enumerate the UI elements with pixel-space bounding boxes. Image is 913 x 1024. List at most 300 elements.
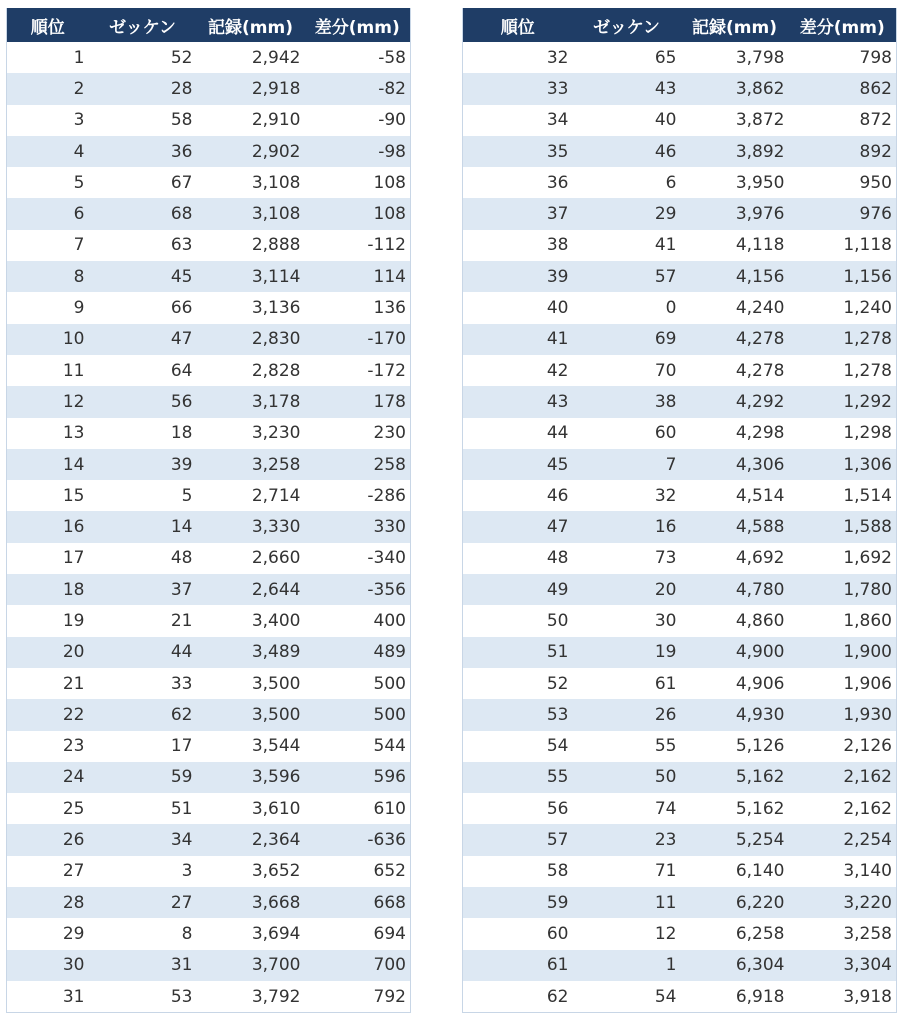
table-row — [7, 637, 411, 668]
difference-cell: 3,304 — [789, 950, 897, 981]
rank-cell: 12 — [7, 386, 89, 417]
table-row — [7, 605, 411, 636]
difference-cell: 892 — [789, 136, 897, 167]
difference-cell: -90 — [305, 105, 411, 136]
rank-cell: 33 — [463, 73, 573, 104]
difference-cell: 2,162 — [789, 762, 897, 793]
table-row — [463, 355, 897, 386]
bib-number-cell: 65 — [573, 42, 681, 73]
record-cell: 2,918 — [197, 73, 305, 104]
difference-cell: 230 — [305, 418, 411, 449]
rank-cell: 56 — [463, 793, 573, 824]
record-cell: 3,792 — [197, 981, 305, 1013]
bib-number-cell: 56 — [89, 386, 197, 417]
difference-cell: 1,292 — [789, 386, 897, 417]
bib-number-cell: 20 — [573, 574, 681, 605]
rank-cell: 9 — [7, 292, 89, 323]
record-cell: 4,906 — [681, 668, 789, 699]
record-cell: 3,694 — [197, 918, 305, 949]
rank-cell: 27 — [7, 856, 89, 887]
rank-cell: 40 — [463, 292, 573, 323]
table-row — [463, 824, 897, 855]
rank-cell: 48 — [463, 543, 573, 574]
record-cell: 2,830 — [197, 324, 305, 355]
table-row — [7, 668, 411, 699]
bib-number-cell: 69 — [573, 324, 681, 355]
record-cell: 3,950 — [681, 167, 789, 198]
rank-cell: 24 — [7, 762, 89, 793]
bib-number-cell: 7 — [573, 449, 681, 480]
table-row — [7, 699, 411, 730]
bib-number-cell: 37 — [89, 574, 197, 605]
rank-cell: 58 — [463, 856, 573, 887]
difference-cell: -82 — [305, 73, 411, 104]
table-row — [7, 731, 411, 762]
bib-number-cell: 58 — [89, 105, 197, 136]
difference-cell: 489 — [305, 637, 411, 668]
rank-cell: 11 — [7, 355, 89, 386]
table-row — [463, 981, 897, 1013]
record-cell: 6,918 — [681, 981, 789, 1013]
bib-number-cell: 63 — [89, 230, 197, 261]
rank-cell: 5 — [7, 167, 89, 198]
table-row — [7, 42, 411, 73]
rank-cell: 20 — [7, 637, 89, 668]
rank-cell: 4 — [7, 136, 89, 167]
difference-cell: -98 — [305, 136, 411, 167]
difference-cell: -340 — [305, 543, 411, 574]
difference-cell: -172 — [305, 355, 411, 386]
bib-number-cell: 50 — [573, 762, 681, 793]
record-cell: 3,544 — [197, 731, 305, 762]
difference-cell: 330 — [305, 511, 411, 542]
record-cell: 3,892 — [681, 136, 789, 167]
bib-number-cell: 53 — [89, 981, 197, 1013]
record-cell: 3,668 — [197, 887, 305, 918]
record-cell: 3,230 — [197, 418, 305, 449]
table-row — [463, 292, 897, 323]
rank-cell: 6 — [7, 198, 89, 229]
bib-number-cell: 39 — [89, 449, 197, 480]
table-row — [7, 449, 411, 480]
rank-cell: 28 — [7, 887, 89, 918]
difference-cell: 694 — [305, 918, 411, 949]
bib-number-cell: 8 — [89, 918, 197, 949]
difference-cell: 792 — [305, 981, 411, 1013]
difference-cell: 3,220 — [789, 887, 897, 918]
record-cell: 4,278 — [681, 355, 789, 386]
difference-cell: 108 — [305, 167, 411, 198]
rank-cell: 3 — [7, 105, 89, 136]
rank-cell: 25 — [7, 793, 89, 824]
rank-cell: 47 — [463, 511, 573, 542]
table-row — [463, 574, 897, 605]
header-row — [463, 8, 897, 42]
difference-cell: 798 — [789, 42, 897, 73]
table-row — [7, 198, 411, 229]
record-cell: 4,692 — [681, 543, 789, 574]
record-cell: 2,660 — [197, 543, 305, 574]
difference-cell: 400 — [305, 605, 411, 636]
record-cell: 5,254 — [681, 824, 789, 855]
difference-cell: 862 — [789, 73, 897, 104]
table-row — [463, 449, 897, 480]
difference-cell: 1,156 — [789, 261, 897, 292]
difference-cell: 1,278 — [789, 355, 897, 386]
table-row — [7, 793, 411, 824]
difference-cell: 544 — [305, 731, 411, 762]
bib-number-cell: 70 — [573, 355, 681, 386]
bib-number-cell: 61 — [573, 668, 681, 699]
table-row — [7, 887, 411, 918]
record-cell: 4,240 — [681, 292, 789, 323]
record-cell: 3,108 — [197, 198, 305, 229]
difference-cell: -112 — [305, 230, 411, 261]
table-row — [7, 574, 411, 605]
table-row — [463, 637, 897, 668]
table-body — [463, 42, 897, 1013]
bib-number-cell: 44 — [89, 637, 197, 668]
difference-cell: 1,900 — [789, 637, 897, 668]
bib-number-cell: 21 — [89, 605, 197, 636]
difference-cell: 1,692 — [789, 543, 897, 574]
rank-cell: 34 — [463, 105, 573, 136]
table-row — [463, 73, 897, 104]
record-cell: 2,902 — [197, 136, 305, 167]
rank-cell: 37 — [463, 198, 573, 229]
bib-number-cell: 31 — [89, 950, 197, 981]
rank-cell: 21 — [7, 668, 89, 699]
table-row — [463, 386, 897, 417]
rank-cell: 54 — [463, 731, 573, 762]
rank-cell: 18 — [7, 574, 89, 605]
table-row — [463, 762, 897, 793]
bib-number-cell: 66 — [89, 292, 197, 323]
table-row — [463, 42, 897, 73]
record-cell: 4,588 — [681, 511, 789, 542]
record-cell: 3,862 — [681, 73, 789, 104]
rank-cell: 55 — [463, 762, 573, 793]
difference-cell: 2,162 — [789, 793, 897, 824]
rank-cell: 61 — [463, 950, 573, 981]
difference-cell: -170 — [305, 324, 411, 355]
header-rank: 順位 — [463, 8, 573, 42]
table-row — [7, 136, 411, 167]
rank-cell: 44 — [463, 418, 573, 449]
record-cell: 3,652 — [197, 856, 305, 887]
rank-cell: 29 — [7, 918, 89, 949]
difference-cell: 114 — [305, 261, 411, 292]
table-row — [463, 918, 897, 949]
table-row — [463, 731, 897, 762]
record-cell: 2,942 — [197, 42, 305, 73]
record-cell: 4,292 — [681, 386, 789, 417]
difference-cell: 596 — [305, 762, 411, 793]
table-row — [7, 105, 411, 136]
difference-cell: 700 — [305, 950, 411, 981]
difference-cell: -356 — [305, 574, 411, 605]
bib-number-cell: 41 — [573, 230, 681, 261]
record-cell: 3,114 — [197, 261, 305, 292]
record-cell: 4,278 — [681, 324, 789, 355]
record-cell: 3,400 — [197, 605, 305, 636]
rank-cell: 15 — [7, 480, 89, 511]
rank-cell: 53 — [463, 699, 573, 730]
difference-cell: 3,258 — [789, 918, 897, 949]
table-row — [7, 981, 411, 1013]
difference-cell: 1,906 — [789, 668, 897, 699]
table-row — [463, 543, 897, 574]
table-row — [7, 261, 411, 292]
bib-number-cell: 5 — [89, 480, 197, 511]
bib-number-cell: 3 — [89, 856, 197, 887]
difference-cell: 178 — [305, 386, 411, 417]
bib-number-cell: 57 — [573, 261, 681, 292]
bib-number-cell: 48 — [89, 543, 197, 574]
record-cell: 3,136 — [197, 292, 305, 323]
header-difference: 差分(mm) — [305, 8, 411, 42]
record-cell: 4,298 — [681, 418, 789, 449]
rank-cell: 16 — [7, 511, 89, 542]
bib-number-cell: 28 — [89, 73, 197, 104]
record-cell: 4,780 — [681, 574, 789, 605]
bib-number-cell: 33 — [89, 668, 197, 699]
table-row — [463, 198, 897, 229]
record-cell: 2,714 — [197, 480, 305, 511]
rank-cell: 49 — [463, 574, 573, 605]
record-cell: 4,156 — [681, 261, 789, 292]
rank-cell: 30 — [7, 950, 89, 981]
table-row — [7, 292, 411, 323]
bib-number-cell: 38 — [573, 386, 681, 417]
record-cell: 3,976 — [681, 198, 789, 229]
difference-cell: 1,298 — [789, 418, 897, 449]
record-cell: 2,828 — [197, 355, 305, 386]
record-cell: 5,162 — [681, 762, 789, 793]
difference-cell: 1,930 — [789, 699, 897, 730]
rank-cell: 38 — [463, 230, 573, 261]
header-row — [7, 8, 411, 42]
rank-cell: 32 — [463, 42, 573, 73]
rank-cell: 10 — [7, 324, 89, 355]
record-cell: 5,162 — [681, 793, 789, 824]
bib-number-cell: 12 — [573, 918, 681, 949]
record-cell: 3,108 — [197, 167, 305, 198]
rank-cell: 41 — [463, 324, 573, 355]
record-cell: 2,644 — [197, 574, 305, 605]
difference-cell: 1,278 — [789, 324, 897, 355]
bib-number-cell: 62 — [89, 699, 197, 730]
record-cell: 3,500 — [197, 668, 305, 699]
record-cell: 5,126 — [681, 731, 789, 762]
table-row — [463, 793, 897, 824]
difference-cell: 2,126 — [789, 731, 897, 762]
bib-number-cell: 40 — [573, 105, 681, 136]
rank-cell: 26 — [7, 824, 89, 855]
rank-cell: 7 — [7, 230, 89, 261]
record-cell: 3,872 — [681, 105, 789, 136]
difference-cell: 136 — [305, 292, 411, 323]
rank-cell: 62 — [463, 981, 573, 1013]
table-row — [463, 418, 897, 449]
record-cell: 6,220 — [681, 887, 789, 918]
bib-number-cell: 16 — [573, 511, 681, 542]
table-row — [463, 480, 897, 511]
record-cell: 3,700 — [197, 950, 305, 981]
table-row — [463, 605, 897, 636]
bib-number-cell: 32 — [573, 480, 681, 511]
table-row — [7, 230, 411, 261]
table-row — [7, 355, 411, 386]
record-cell: 3,258 — [197, 449, 305, 480]
rank-cell: 14 — [7, 449, 89, 480]
bib-number-cell: 17 — [89, 731, 197, 762]
record-cell: 2,364 — [197, 824, 305, 855]
bib-number-cell: 23 — [573, 824, 681, 855]
record-cell: 4,930 — [681, 699, 789, 730]
table-row — [463, 167, 897, 198]
rank-cell: 57 — [463, 824, 573, 855]
rank-cell: 2 — [7, 73, 89, 104]
bib-number-cell: 71 — [573, 856, 681, 887]
bib-number-cell: 27 — [89, 887, 197, 918]
bib-number-cell: 26 — [573, 699, 681, 730]
difference-cell: 872 — [789, 105, 897, 136]
table-row — [463, 105, 897, 136]
bib-number-cell: 0 — [573, 292, 681, 323]
record-cell: 3,330 — [197, 511, 305, 542]
table-row — [463, 950, 897, 981]
difference-cell: 652 — [305, 856, 411, 887]
header-rank: 順位 — [7, 8, 89, 42]
table-row — [7, 950, 411, 981]
table-row — [7, 762, 411, 793]
rank-cell: 39 — [463, 261, 573, 292]
table-row — [463, 136, 897, 167]
bib-number-cell: 55 — [573, 731, 681, 762]
rank-cell: 36 — [463, 167, 573, 198]
record-cell: 3,489 — [197, 637, 305, 668]
rank-cell: 35 — [463, 136, 573, 167]
table-row — [7, 856, 411, 887]
record-cell: 4,514 — [681, 480, 789, 511]
table-row — [463, 887, 897, 918]
record-cell: 3,610 — [197, 793, 305, 824]
bib-number-cell: 68 — [89, 198, 197, 229]
rank-cell: 59 — [463, 887, 573, 918]
bib-number-cell: 73 — [573, 543, 681, 574]
difference-cell: 108 — [305, 198, 411, 229]
header-record: 記録(mm) — [197, 8, 305, 42]
rank-cell: 45 — [463, 449, 573, 480]
rank-cell: 46 — [463, 480, 573, 511]
bib-number-cell: 14 — [89, 511, 197, 542]
header-difference: 差分(mm) — [789, 8, 897, 42]
record-cell: 6,140 — [681, 856, 789, 887]
record-cell: 4,900 — [681, 637, 789, 668]
difference-cell: 1,118 — [789, 230, 897, 261]
rank-cell: 31 — [7, 981, 89, 1013]
bib-number-cell: 47 — [89, 324, 197, 355]
difference-cell: 3,140 — [789, 856, 897, 887]
table-row — [7, 418, 411, 449]
table-row — [7, 386, 411, 417]
bib-number-cell: 34 — [89, 824, 197, 855]
table-body — [7, 42, 411, 1013]
bib-number-cell: 64 — [89, 355, 197, 386]
bib-number-cell: 54 — [573, 981, 681, 1013]
rank-cell: 1 — [7, 42, 89, 73]
table-row — [463, 856, 897, 887]
difference-cell: 1,588 — [789, 511, 897, 542]
record-cell: 3,798 — [681, 42, 789, 73]
table-row — [7, 918, 411, 949]
header-record: 記録(mm) — [681, 8, 789, 42]
record-cell: 2,888 — [197, 230, 305, 261]
difference-cell: 610 — [305, 793, 411, 824]
difference-cell: 500 — [305, 668, 411, 699]
record-cell: 3,178 — [197, 386, 305, 417]
rank-cell: 13 — [7, 418, 89, 449]
table-row — [7, 511, 411, 542]
difference-cell: -58 — [305, 42, 411, 73]
bib-number-cell: 52 — [89, 42, 197, 73]
bib-number-cell: 45 — [89, 261, 197, 292]
table-row — [463, 230, 897, 261]
difference-cell: 976 — [789, 198, 897, 229]
rank-cell: 52 — [463, 668, 573, 699]
rank-cell: 42 — [463, 355, 573, 386]
bib-number-cell: 46 — [573, 136, 681, 167]
difference-cell: 1,780 — [789, 574, 897, 605]
table-row — [463, 699, 897, 730]
bib-number-cell: 36 — [89, 136, 197, 167]
table-row — [7, 324, 411, 355]
rank-cell: 19 — [7, 605, 89, 636]
header-bib-number: ゼッケン — [573, 8, 681, 42]
difference-cell: 500 — [305, 699, 411, 730]
difference-cell: 1,514 — [789, 480, 897, 511]
difference-cell: 2,254 — [789, 824, 897, 855]
rank-cell: 8 — [7, 261, 89, 292]
record-cell: 4,860 — [681, 605, 789, 636]
rank-cell: 43 — [463, 386, 573, 417]
table-row — [463, 668, 897, 699]
bib-number-cell: 43 — [573, 73, 681, 104]
rank-cell: 51 — [463, 637, 573, 668]
difference-cell: 3,918 — [789, 981, 897, 1013]
bib-number-cell: 60 — [573, 418, 681, 449]
bib-number-cell: 18 — [89, 418, 197, 449]
bib-number-cell: 1 — [573, 950, 681, 981]
difference-cell: 258 — [305, 449, 411, 480]
rank-cell: 17 — [7, 543, 89, 574]
record-cell: 3,596 — [197, 762, 305, 793]
bib-number-cell: 67 — [89, 167, 197, 198]
difference-cell: 950 — [789, 167, 897, 198]
difference-cell: 1,306 — [789, 449, 897, 480]
bib-number-cell: 30 — [573, 605, 681, 636]
difference-cell: 1,240 — [789, 292, 897, 323]
table-row — [7, 824, 411, 855]
rank-cell: 50 — [463, 605, 573, 636]
difference-cell: -636 — [305, 824, 411, 855]
bib-number-cell: 6 — [573, 167, 681, 198]
difference-cell: -286 — [305, 480, 411, 511]
record-cell: 4,118 — [681, 230, 789, 261]
table-row — [7, 167, 411, 198]
rank-cell: 23 — [7, 731, 89, 762]
